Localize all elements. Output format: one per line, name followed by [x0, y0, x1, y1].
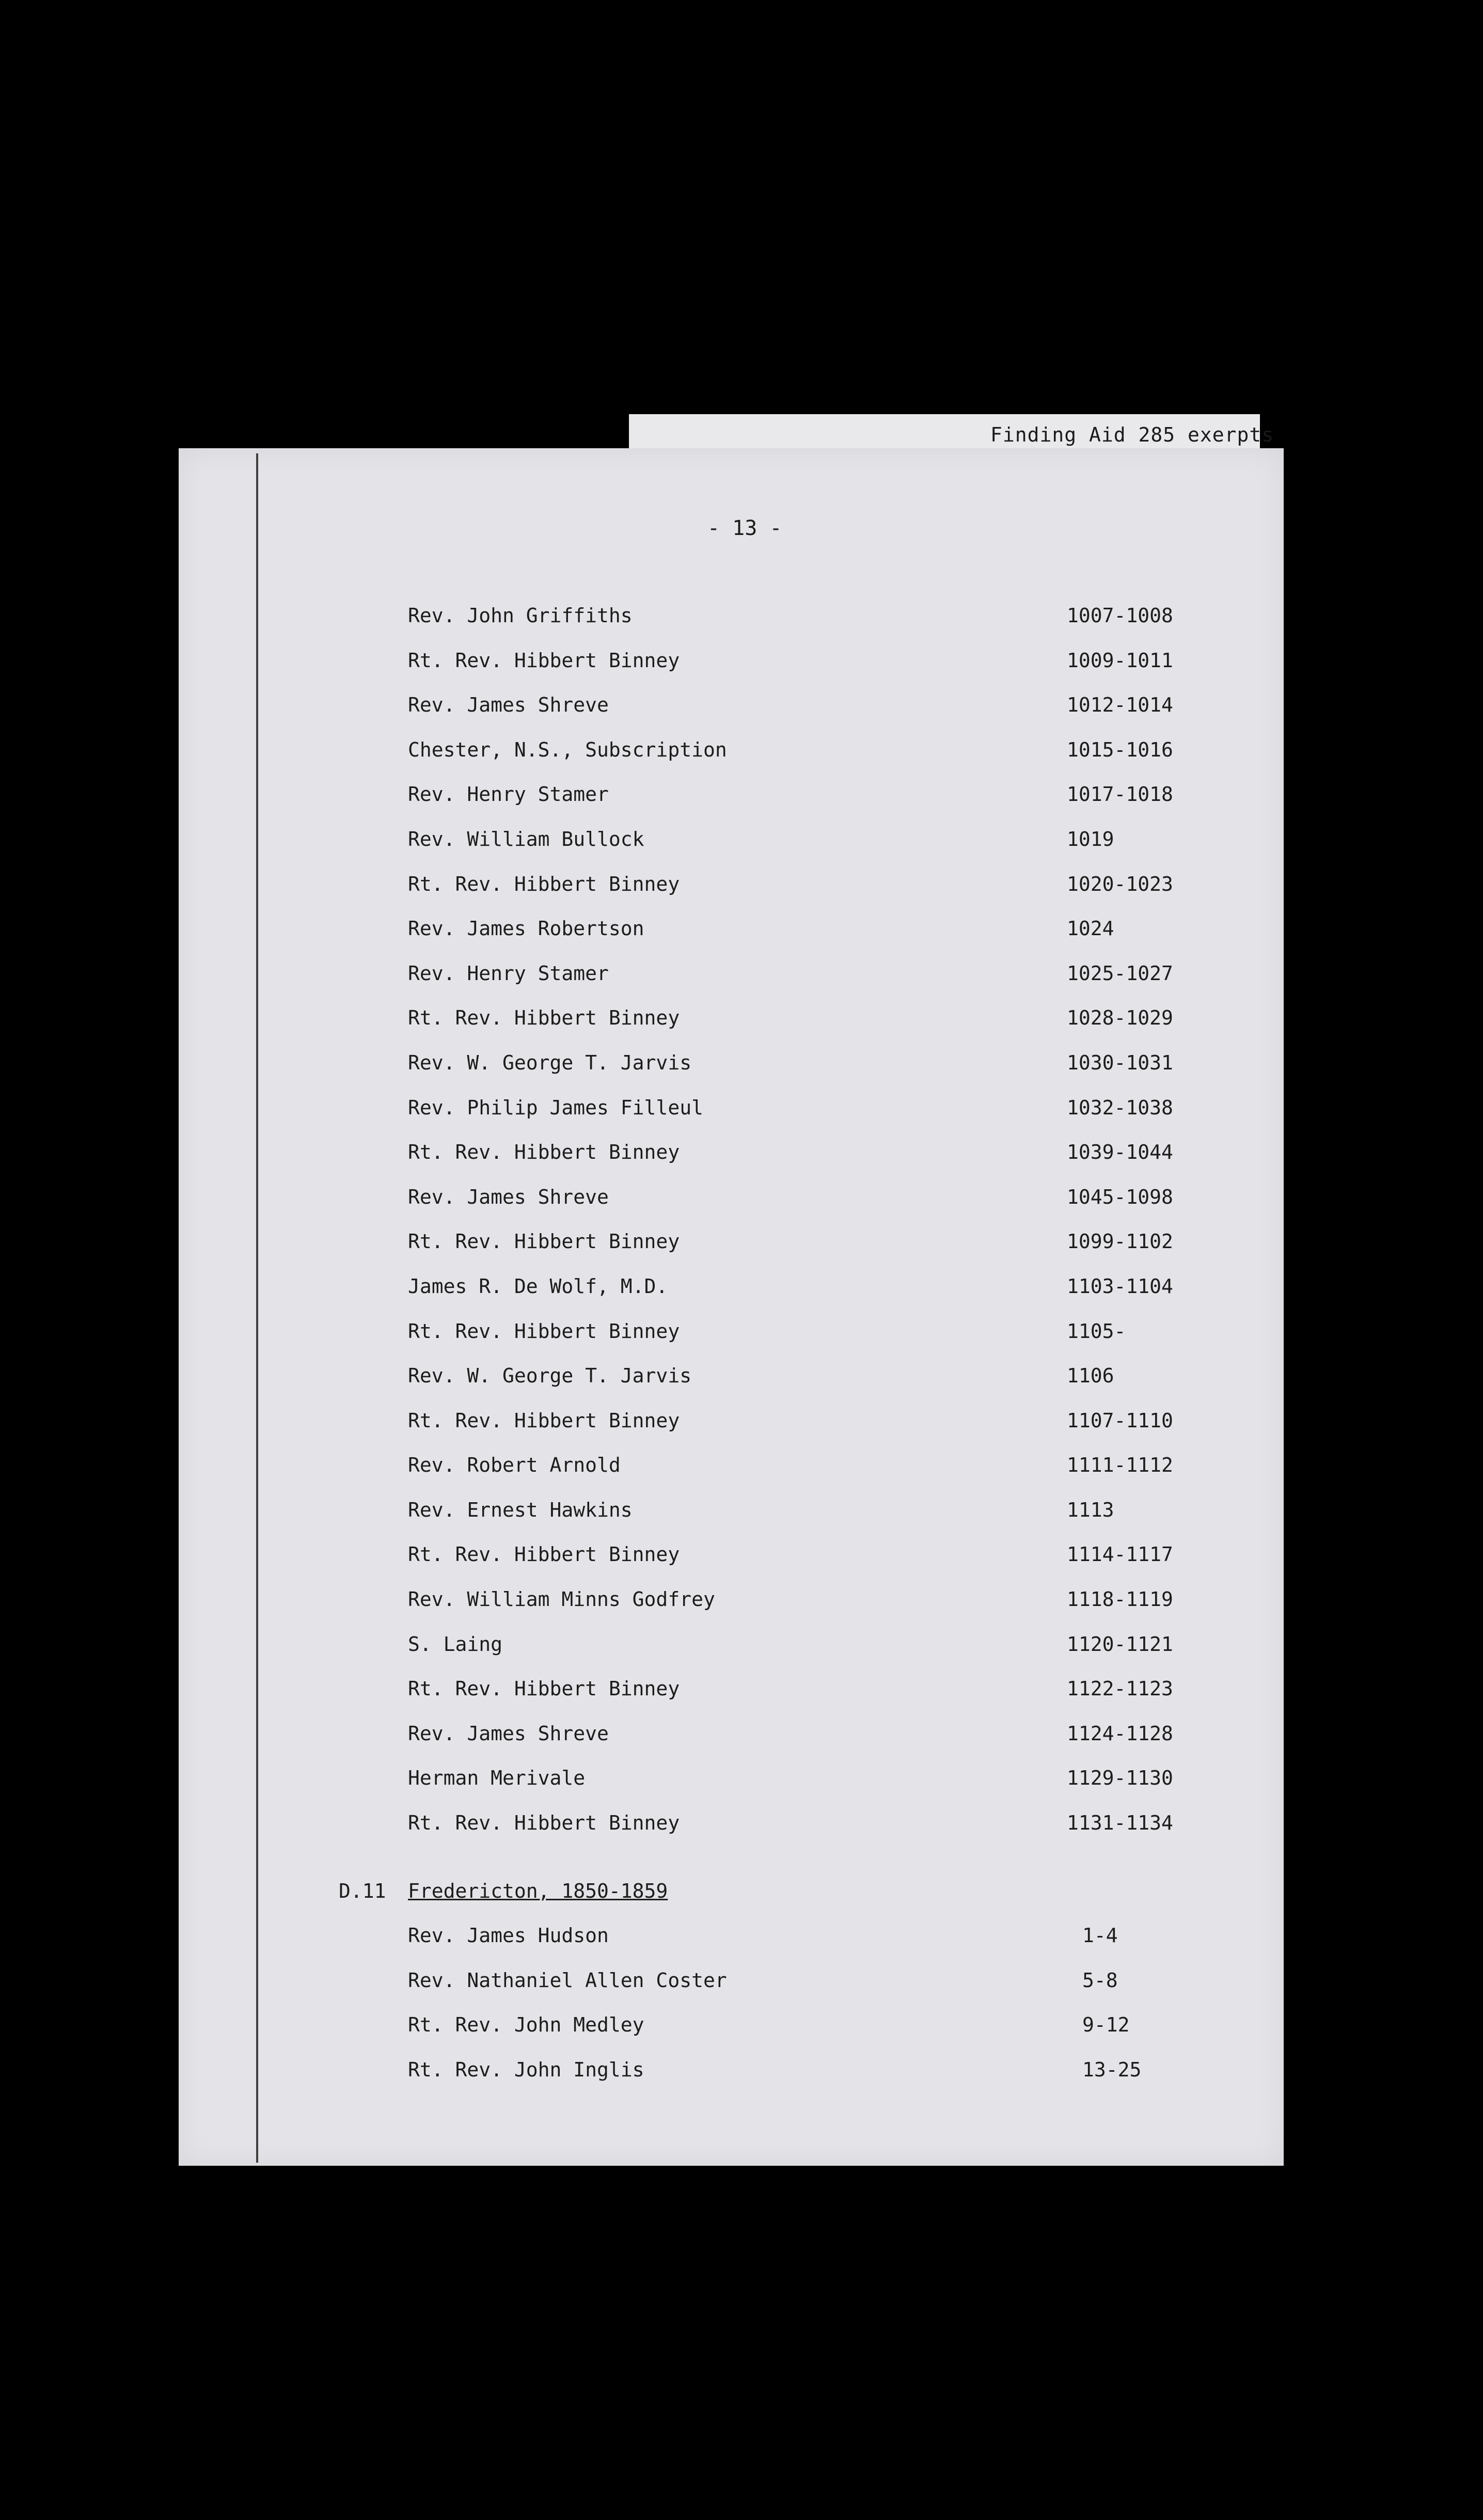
list-item	[408, 2013, 1286, 2058]
list-item	[408, 1275, 1172, 1320]
entry-name: James R. De Wolf, M.D.	[408, 1274, 668, 1298]
page-number: - 13 -	[707, 516, 782, 540]
entry-range: 1106	[1067, 1364, 1114, 1388]
entry-name: Rev. James Shreve	[408, 1185, 609, 1208]
entry-name: Rev. Henry Stamer	[408, 962, 609, 985]
entry-name: Rev. W. George T. Jarvis	[408, 1051, 692, 1074]
entry-name: Rev. James Shreve	[408, 1722, 609, 1745]
entry-range: 5-8	[1082, 1968, 1118, 1992]
entry-name: Herman Merivale	[408, 1767, 586, 1790]
entry-range: 1024	[1067, 917, 1114, 940]
entry-name: Rt. Rev. Hibbert Binney	[408, 1230, 680, 1253]
entry-range: 9-12	[1082, 2013, 1130, 2037]
list-item	[408, 962, 1172, 1007]
entry-range: 1111-1112	[1067, 1454, 1173, 1477]
entry-range: 1122-1123	[1067, 1677, 1173, 1700]
section-heading	[339, 1880, 1217, 1924]
entry-range: 1131-1134	[1067, 1812, 1173, 1835]
list-item	[408, 694, 1172, 738]
entry-name: Chester, N.S., Subscription	[408, 738, 727, 761]
binding-line	[256, 453, 258, 2163]
entry-range: 1017-1018	[1067, 783, 1173, 806]
finding-aid-reference: Finding Aid 285 exerpts	[990, 423, 1274, 446]
list-item	[408, 1006, 1172, 1051]
entry-name: Rt. Rev. Hibbert Binney	[408, 1409, 680, 1432]
entry-name: Rev. William Minns Godfrey	[408, 1588, 715, 1611]
entry-name: Rt. Rev. Hibbert Binney	[408, 649, 680, 672]
section-code: D.11	[339, 1880, 386, 1902]
entry-name: Rt. Rev. Hibbert Binney	[408, 1543, 680, 1566]
list-item	[408, 917, 1172, 962]
entry-range: 1039-1044	[1067, 1141, 1173, 1164]
entry-range: 1009-1011	[1067, 649, 1173, 672]
entry-name: Rev. William Bullock	[408, 827, 644, 850]
entry-range: 1030-1031	[1067, 1051, 1173, 1074]
entry-range: 1118-1119	[1067, 1588, 1173, 1611]
entry-name: Rev. John Griffiths	[408, 604, 633, 627]
entry-name: Rev. Ernest Hawkins	[408, 1498, 633, 1521]
list-item	[408, 1722, 1172, 1767]
entry-name: Rt. Rev. Hibbert Binney	[408, 1006, 680, 1030]
list-item	[408, 1454, 1172, 1499]
entry-name: Rt. Rev. Hibbert Binney	[408, 872, 680, 895]
entry-name: Rev. W. George T. Jarvis	[408, 1364, 692, 1388]
entry-name: Rt. Rev. Hibbert Binney	[408, 1141, 680, 1164]
entry-name: Rev. James Shreve	[408, 694, 609, 717]
entry-range: 13-25	[1082, 2058, 1142, 2081]
entry-name: Rev. Henry Stamer	[408, 783, 609, 806]
entry-name: Rt. Rev. Hibbert Binney	[408, 1319, 680, 1343]
list-item	[408, 1588, 1172, 1633]
list-item	[408, 1677, 1172, 1722]
entry-range: 1012-1014	[1067, 694, 1173, 717]
entry-range: 1025-1027	[1067, 962, 1173, 985]
entry-name: Rev. James Robertson	[408, 917, 644, 940]
list-item	[408, 1924, 1286, 1969]
entry-range: 1129-1130	[1067, 1767, 1173, 1790]
list-item	[408, 1767, 1172, 1812]
list-item	[408, 1364, 1172, 1409]
list-item	[408, 1543, 1172, 1588]
entry-name: Rev. Nathaniel Allen Coster	[408, 1968, 727, 1992]
list-item	[408, 1051, 1172, 1096]
list-item	[408, 1141, 1172, 1186]
entry-range: 1105-	[1067, 1319, 1126, 1343]
entry-range: 1020-1023	[1067, 872, 1173, 895]
entry-range: 1015-1016	[1067, 738, 1173, 761]
entry-name: Rt. Rev. Hibbert Binney	[408, 1812, 680, 1835]
entry-name: Rt. Rev. Hibbert Binney	[408, 1677, 680, 1700]
entry-range: 1107-1110	[1067, 1409, 1173, 1432]
entry-range: 1099-1102	[1067, 1230, 1173, 1253]
entry-range: 1124-1128	[1067, 1722, 1173, 1745]
entry-name: Rt. Rev. John Medley	[408, 2013, 644, 2037]
entry-range: 1019	[1067, 827, 1114, 850]
list-item	[408, 1499, 1172, 1544]
entry-name: S. Laing	[408, 1632, 503, 1656]
list-item	[408, 1320, 1172, 1365]
list-item	[408, 1186, 1172, 1231]
entry-range: 1-4	[1082, 1924, 1118, 1947]
list-item	[408, 1969, 1286, 2014]
section-d11	[339, 1880, 1217, 2103]
list-item	[408, 1812, 1172, 1856]
entry-range: 1028-1029	[1067, 1006, 1173, 1030]
entry-name: Rev. Robert Arnold	[408, 1454, 621, 1477]
entry-range: 1120-1121	[1067, 1632, 1173, 1656]
list-item	[408, 604, 1172, 649]
list-item	[408, 2058, 1286, 2103]
entry-list	[408, 604, 1172, 1856]
list-item	[408, 1633, 1172, 1678]
entry-name: Rt. Rev. John Inglis	[408, 2058, 644, 2081]
list-item	[408, 649, 1172, 694]
section-title: Fredericton, 1850-1859	[408, 1880, 668, 1902]
entry-range: 1113	[1067, 1498, 1114, 1521]
list-item	[408, 873, 1172, 918]
section-entry-list	[408, 1924, 1286, 2103]
entry-name: Rev. James Hudson	[408, 1924, 609, 1947]
list-item	[408, 783, 1172, 828]
list-item	[408, 1230, 1172, 1275]
entry-range: 1103-1104	[1067, 1274, 1173, 1298]
list-item	[408, 1409, 1172, 1454]
list-item	[408, 828, 1172, 873]
entry-name: Rev. Philip James Filleul	[408, 1096, 703, 1119]
entry-range: 1045-1098	[1067, 1185, 1173, 1208]
list-item	[408, 738, 1172, 783]
entry-range: 1007-1008	[1067, 604, 1173, 627]
entry-range: 1032-1038	[1067, 1096, 1173, 1119]
entry-range: 1114-1117	[1067, 1543, 1173, 1566]
list-item	[408, 1096, 1172, 1141]
